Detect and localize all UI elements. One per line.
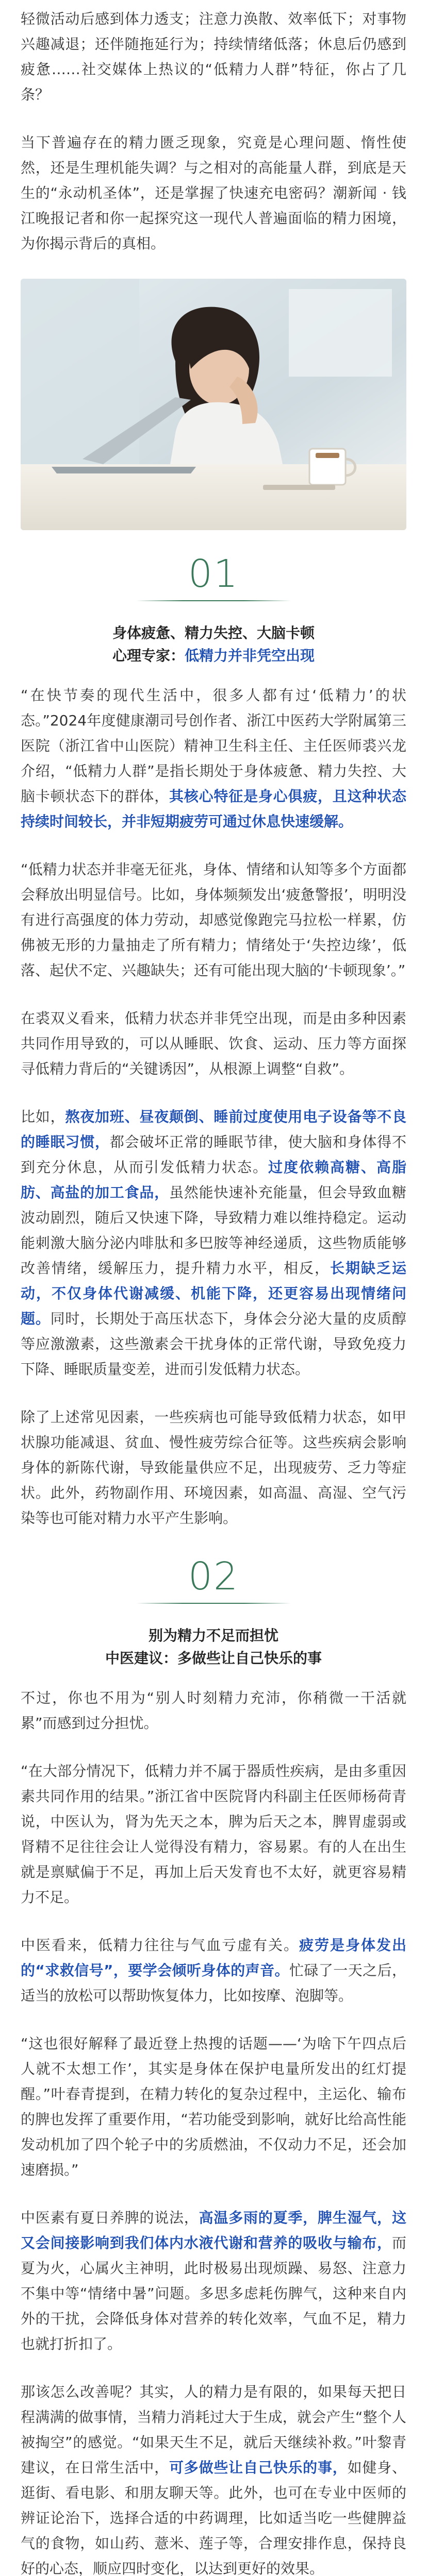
paragraph-9: “这也很好解释了最近登上热搜的话题——‘为啥下午四点后人就不太想工作’，其实是身体在保护电量所发出的红灯提醒。”叶春青提到，在精力转化的复杂过程中，主运化、输布的脾也发挥了重要作用，“若功能受到影响，就好比给高性能发动机加了四个轮子中的劣质燃油，不仅动力不足，还会加速磨损。”	[21, 2035, 406, 2178]
section-2-number: 02	[188, 1554, 239, 1599]
paragraph-1	[0, 683, 427, 834]
tired-woman-illustration	[21, 279, 406, 530]
paragraph-7: “在大部分情况下，低精力并不属于器质性疾病，是由多重因素共同作用的结果。”浙江省中医院肾内科副主任医师杨荷青说，中医认为，肾为先天之本，脾为后天之本，脾胃虚弱或肾精不足往往会让人觉得没有精力，容易累。有的人在出生就是禀赋偏于不足，再加上后天发育也不太好，就更容易精力不足。	[21, 1762, 406, 1906]
p1-highlight: 其核心特征是身心俱疲，且这种状态持续时间较长，并非短期疲劳可通过休息快速缓解。	[21, 788, 406, 830]
paragraph-5: 除了上述常见因素，一些疾病也可能导致低精力状态，如甲状腺功能减退、贫血、慢性疲劳综合征等。这些疾病会影响身体的新陈代谢，导致能量供应不足，出现疲劳、乏力等症状。此外，药物副作用、环境因素，如高温、高湿、空气污染等也可能对精力水平产生影响。	[21, 1409, 406, 1527]
p4-highlight-b: 过度依赖高糖、高脂肪、高盐的加工食品，	[21, 1159, 406, 1201]
section-1-title-prefix: 心理专家：	[112, 647, 185, 664]
section-2-divider	[136, 1603, 291, 1604]
p8-text-a: 中医看来，低精力往往与气血亏虚有关。	[21, 1937, 299, 1954]
section-1-title-line1: 身体疲惫、精力失控、大脑卡顿	[112, 624, 315, 641]
p4-text-b: 都会破坏正常的睡眠节律，使大脑和身体得不到充分休息，从而引发低精力状态。	[21, 1133, 406, 1176]
section-1-title-highlight: 低精力并非凭空出现	[185, 647, 315, 664]
p11-text-a: 那该怎么改善呢？其实，人的精力是有限的，如果每天把日程满满的做事情，当精力消耗过大于生成，就会产生“整个人被掏空”的感觉。“如果天生不足，就后天继续补救。”叶黎青建议，在日常生活中，	[21, 2383, 406, 2476]
p10-text-a: 中医素有夏日养脾的说法，	[21, 2209, 199, 2226]
section-1-divider	[136, 600, 291, 601]
paragraph-2: “低精力状态并非毫无征兆，身体、情绪和认知等多个方面都会释放出明显信号。比如，身体频频发出‘疲惫警报’，明明没有进行高强度的体力劳动，却感觉像跑完马拉松一样累，仿佛被无形的力量抽走了所有精力；情绪处于‘失控边缘’，低落、起伏不定、兴趣缺失；还有可能出现大脑的‘卡顿现象’。”	[21, 861, 406, 979]
p11-highlight: 可多做些让自己快乐的事，	[169, 2459, 348, 2476]
section-2-header	[0, 1553, 427, 1604]
p10-highlight: 高温多雨的夏季，脾生湿气，这又会间接影响到我们体内水液代谢和营养的吸收与输布，	[21, 2209, 406, 2251]
lead-paragraph: 轻微活动后感到体力透支；注意力涣散、效率低下；对事物兴趣减退；还伴随拖延行为；持续情绪低落；休息后仍感到疲惫……社交媒体上热议的“低精力人群”特征，你占了几条？	[21, 10, 406, 103]
paragraph-6: 不过，你也不用为“别人时刻精力充沛，你稍微一干活就累”而感到过分担忧。	[21, 1689, 406, 1732]
section-2-title-line2: 中医建议：多做些让自己快乐的事	[105, 1650, 322, 1667]
section-1-number: 01	[188, 552, 239, 596]
paragraph-11	[0, 2379, 427, 2576]
section-1-title-line2	[0, 645, 427, 667]
p8-text-b: 忙碌了一天之后，适当的放松可以帮助恢复体力，比如按摩、泡脚等。	[21, 1962, 406, 2004]
hero-image	[21, 279, 406, 530]
paragraph-10	[0, 2205, 427, 2357]
p4-text-a: 比如，	[21, 1108, 65, 1125]
p4-highlight-a: 熬夜加班、昼夜颠倒、睡前过度使用电子设备等不良的睡眠习惯，	[21, 1108, 406, 1150]
p10-text-b: 而夏为火，心属火主神明，此时极易出现烦躁、易怒、注意力不集中等“情绪中暑”问题。多思多虑耗伤脾气，这种来自内外的干扰，会降低身体对营养的转化效率，气血不足，精力也就打折扣了。	[21, 2234, 406, 2352]
p11-text-b: 如健身、逛街、看电影、和朋友聊天等。此外，也可在专业中医师的辨证论治下，选择合适的中药调理，比如适当吃一些健脾益气的食物，如山药、薏米、莲子等，合理安排作息，保持良好的心态，顺应四时变化，以达到更好的效果。	[21, 2459, 406, 2576]
section-2-title-line1: 别为精力不足而担忧	[148, 1627, 278, 1644]
intro-paragraph: 当下普遍存在的精力匮乏现象，究竟是心理问题、惰性使然，还是生理机能失调？与之相对的高能量人群，到底是天生的“永动机圣体”，还是掌握了快速充电密码？潮新闻 · 钱江晚报记者和你一起探究这一现代人普遍面临的精力困境，为你揭示背后的真相。	[21, 134, 406, 252]
p4-text-c: 虽然能快速补充能量，但会导致血糖波动剧烈，随后又快速下降，导致精力难以维持稳定。运动能刺激大脑分泌内啡肽和多巴胺等神经递质，这些物质能够改善情绪，缓解压力，提升精力水平，相反，	[21, 1184, 406, 1277]
section-1-header	[0, 551, 427, 601]
paragraph-3: 在裘双义看来，低精力状态并非凭空出现，而是由多种因素共同作用导致的，可以从睡眠、饮食、运动、压力等方面探寻低精力背后的“关键诱因”，从根源上调整“自救”。	[21, 1010, 406, 1077]
p4-highlight-c: 长期缺乏运动，不仅身体代谢减缓、机能下降，还更容易出现情绪问题。	[21, 1260, 406, 1327]
paragraph-8	[0, 1933, 427, 2008]
paragraph-4	[0, 1104, 427, 1382]
p1-text: “在快节奏的现代生活中，很多人都有过‘低精力’的状态。”2024年度健康潮司号创作者、浙江中医药大学附属第三医院（浙江省中山医院）精神卫生科主任、主任医师裘兴龙介绍，“低精力人群”是指长期处于身体疲惫、精力失控、大脑卡顿状态下的群体，	[21, 687, 406, 805]
p8-highlight: 疲劳是身体发出的“求救信号”，要学会倾听身体的声音。	[21, 1937, 406, 1979]
p4-text-d: 同时，长期处于高压状态下，身体会分泌大量的皮质醇等应激激素，这些激素会干扰身体的正常代谢，导致免疫力下降、睡眠质量变差，进而引发低精力状态。	[21, 1310, 406, 1378]
